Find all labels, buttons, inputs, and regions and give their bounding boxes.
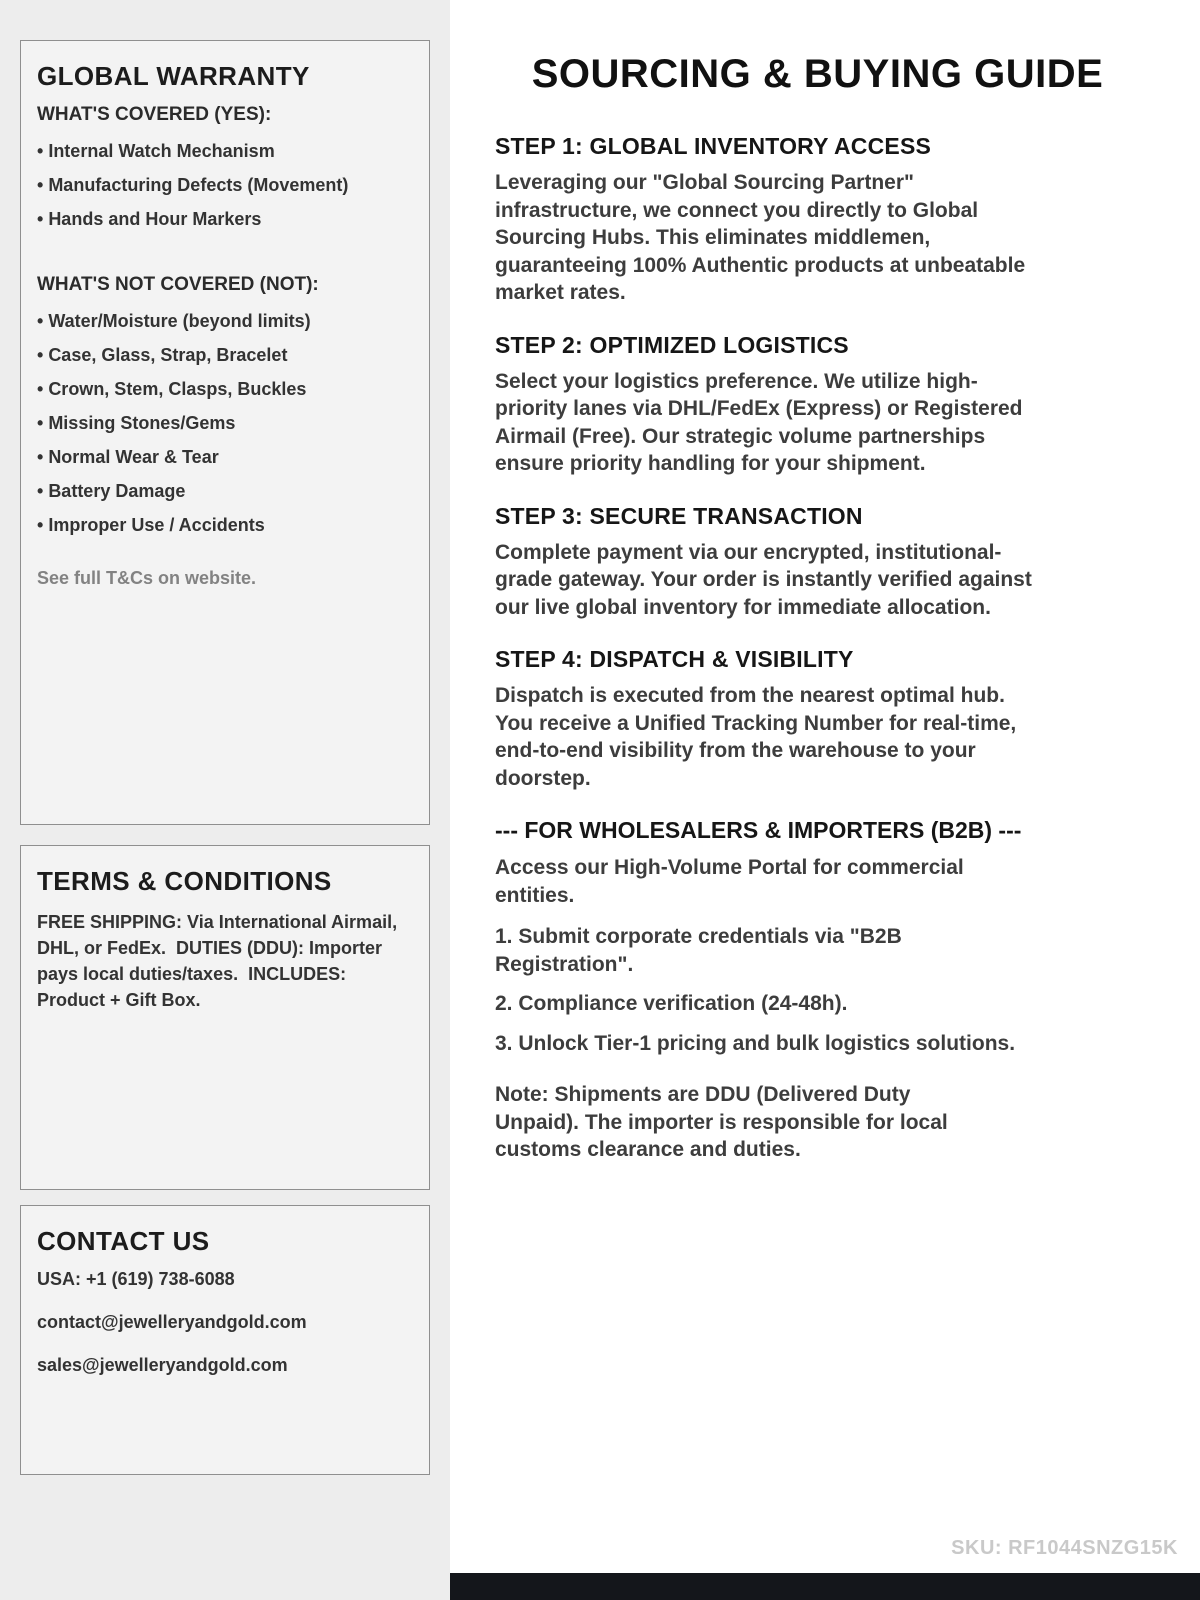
step-3-body: Complete payment via our encrypted, institutional-grade gateway. Your order is instantly verified against our live global inventory for immediate allocation. <box>495 540 1032 619</box>
b2b-heading: --- FOR WHOLESALERS & IMPORTERS (B2B) --- <box>495 817 1022 843</box>
list-item: • Internal Watch Mechanism <box>37 134 413 168</box>
list-item: • Water/Moisture (beyond limits) <box>37 304 413 338</box>
warranty-panel <box>20 40 430 825</box>
list-item: • Missing Stones/Gems <box>37 406 413 440</box>
list-item: • Normal Wear & Tear <box>37 440 413 474</box>
step-3-section <box>495 503 1140 622</box>
not-covered-heading: WHAT'S NOT COVERED (NOT): <box>37 274 319 295</box>
b2b-intro: Access our High-Volume Portal for commercial entities. <box>495 856 964 907</box>
step-4-body: Dispatch is executed from the nearest optimal hub. You receive a Unified Tracking Number for real-time, end-to-end visibility from the warehouse to your doorstep. <box>495 684 1017 790</box>
step-1-body: Leveraging our "Global Sourcing Partner" infrastructure, we connect you directly to Global Sourcing Hubs. This eliminates middlemen, guaranteeing 100% Authentic products at unbeatable market rates. <box>495 171 1026 304</box>
step-3-heading: STEP 3: SECURE TRANSACTION <box>495 502 863 529</box>
list-item: • Case, Glass, Strap, Bracelet <box>37 338 413 372</box>
step-2-body: Select your logistics preference. We utilize high-priority lanes via DHL/FedEx (Express) or Registered Airmail (Free). Our strategic volume partnerships ensure priority handling for your shipment. <box>495 369 1023 475</box>
not-covered-list <box>37 304 413 542</box>
list-item: • Improper Use / Accidents <box>37 508 413 542</box>
contact-title: CONTACT US <box>37 1226 210 1256</box>
step-1-heading: STEP 1: GLOBAL INVENTORY ACCESS <box>495 133 932 159</box>
b2b-note: Note: Shipments are DDU (Delivered Duty Unpaid). The importer is responsible for local customs clearance and duties. <box>495 1083 948 1161</box>
list-item: • Hands and Hour Markers <box>37 202 413 236</box>
step-1-section <box>495 133 1140 307</box>
warranty-footnote: See full T&Cs on website. <box>37 568 257 588</box>
bottom-bar <box>450 1573 1200 1600</box>
b2b-section <box>495 817 1140 1164</box>
step-4-section <box>495 646 1140 792</box>
list-item: • Manufacturing Defects (Movement) <box>37 168 413 202</box>
contact-email: contact@jewelleryandgold.com <box>37 1312 307 1332</box>
sku-label: SKU: RF1044SNZG15K <box>951 1537 1178 1559</box>
main-content <box>450 0 1200 1600</box>
b2b-item-3: 3. Unlock Tier-1 pricing and bulk logistics solutions. <box>495 1031 1016 1055</box>
step-4-heading: STEP 4: DISPATCH & VISIBILITY <box>495 646 854 672</box>
b2b-item-1: 1. Submit corporate credentials via "B2B Registration". <box>495 925 902 976</box>
contact-sales-email: sales@jewelleryandgold.com <box>37 1355 288 1375</box>
warranty-title: GLOBAL WARRANTY <box>37 61 310 91</box>
contact-panel <box>20 1205 430 1475</box>
b2b-item-2: 2. Compliance verification (24-48h). <box>495 992 848 1015</box>
terms-body: FREE SHIPPING: Via International Airmail, DHL, or FedEx. DUTIES (DDU): Importer pays local duties/taxes. INCLUDES: Product + Gift Box. <box>37 912 403 1010</box>
covered-heading: WHAT'S COVERED (YES): <box>37 104 272 125</box>
list-item: • Crown, Stem, Clasps, Buckles <box>37 372 413 406</box>
contact-phone: USA: +1 (619) 738-6088 <box>37 1269 235 1289</box>
page-title: SOURCING & BUYING GUIDE <box>531 52 1104 96</box>
list-item: • Battery Damage <box>37 474 413 508</box>
covered-list <box>37 134 413 236</box>
terms-panel <box>20 845 430 1190</box>
terms-title: TERMS & CONDITIONS <box>37 866 332 896</box>
step-2-heading: STEP 2: OPTIMIZED LOGISTICS <box>495 331 849 358</box>
step-2-section <box>495 332 1140 478</box>
sidebar <box>0 0 450 1600</box>
